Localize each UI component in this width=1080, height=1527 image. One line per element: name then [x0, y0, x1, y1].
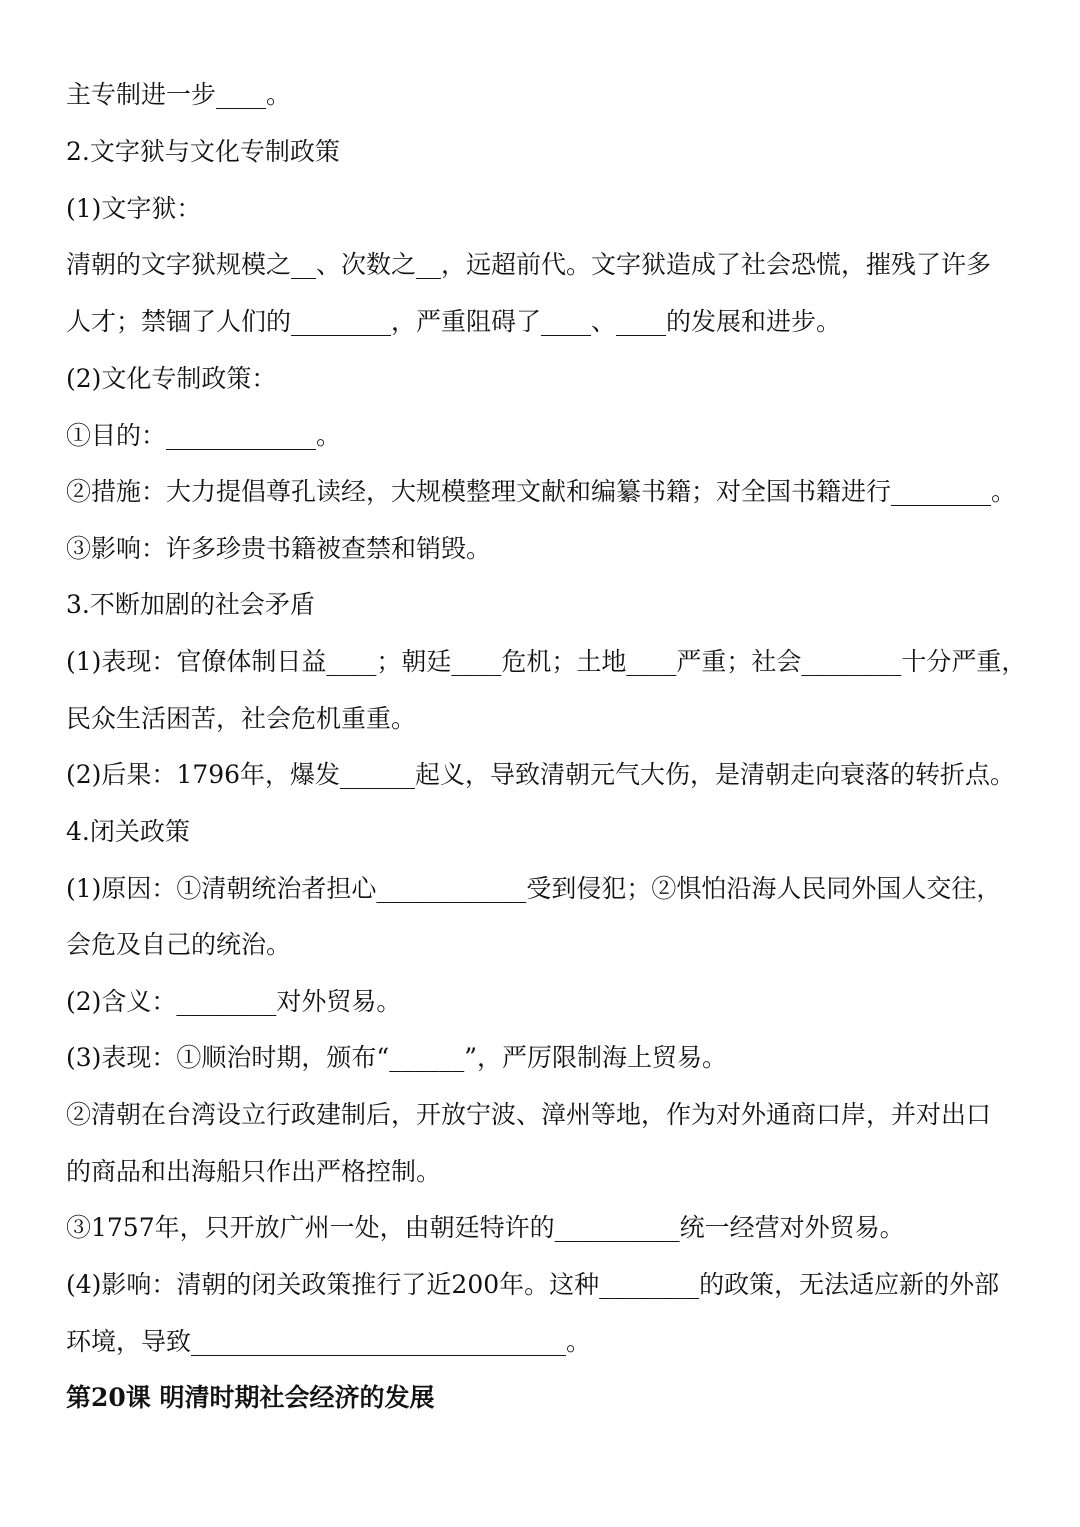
subsection-heading: (2)文化专制政策：	[66, 364, 277, 393]
text-line: (1)表现：官僚体制日益____；朝廷____危机；土地____严重；社会________十分严重，	[66, 647, 1027, 676]
text-line: ③影响：许多珍贵书籍被查禁和销毁。	[66, 534, 492, 563]
text-line: 民众生活困苦，社会危机重重。	[66, 704, 417, 733]
text-line: ②措施：大力提倡尊孔读经，大规模整理文献和编纂书籍；对全国书籍进行________。	[66, 477, 1017, 506]
section-heading: 2.文字狱与文化专制政策	[66, 137, 340, 166]
lesson-heading: 第20课 明清时期社会经济的发展	[66, 1383, 435, 1412]
text-line: (4)影响：清朝的闭关政策推行了近200年。这种________的政策，无法适应新的外部	[66, 1270, 1000, 1299]
text-line: ②清朝在台湾设立行政建制后，开放宁波、漳州等地，作为对外通商口岸，并对出口	[66, 1100, 992, 1129]
text-line: 的商品和出海船只作出严格控制。	[66, 1157, 442, 1186]
subsection-heading: (1)文字狱：	[66, 194, 202, 223]
text-line: (2)含义：________对外贸易。	[66, 987, 402, 1016]
text-line: (1)原因：①清朝统治者担心____________受到侵犯；②惧怕沿海人民同外国人交往，	[66, 874, 1002, 903]
text-line: 会危及自己的统治。	[66, 930, 292, 959]
text-line: (3)表现：①顺治时期，颁布“______”，严厉限制海上贸易。	[66, 1043, 727, 1072]
section-heading: 4.闭关政策	[66, 817, 190, 846]
text-line: ③1757年，只开放广州一处，由朝廷特许的__________统一经营对外贸易。	[66, 1213, 905, 1242]
text-line: 人才；禁锢了人们的________，严重阻碍了____、____的发展和进步。	[66, 307, 842, 336]
text-line: (2)后果：1796年，爆发______起义，导致清朝元气大伤，是清朝走向衰落的转折点。	[66, 760, 1016, 789]
text-line: 主专制进一步____。	[66, 80, 292, 109]
text-line: ①目的：____________。	[66, 421, 342, 450]
text-line: 环境，导致______________________________。	[66, 1327, 592, 1356]
section-heading: 3.不断加剧的社会矛盾	[66, 590, 315, 619]
text-line: 清朝的文字狱规模之__、次数之__，远超前代。文字狱造成了社会恐慌，摧残了许多	[66, 250, 992, 279]
